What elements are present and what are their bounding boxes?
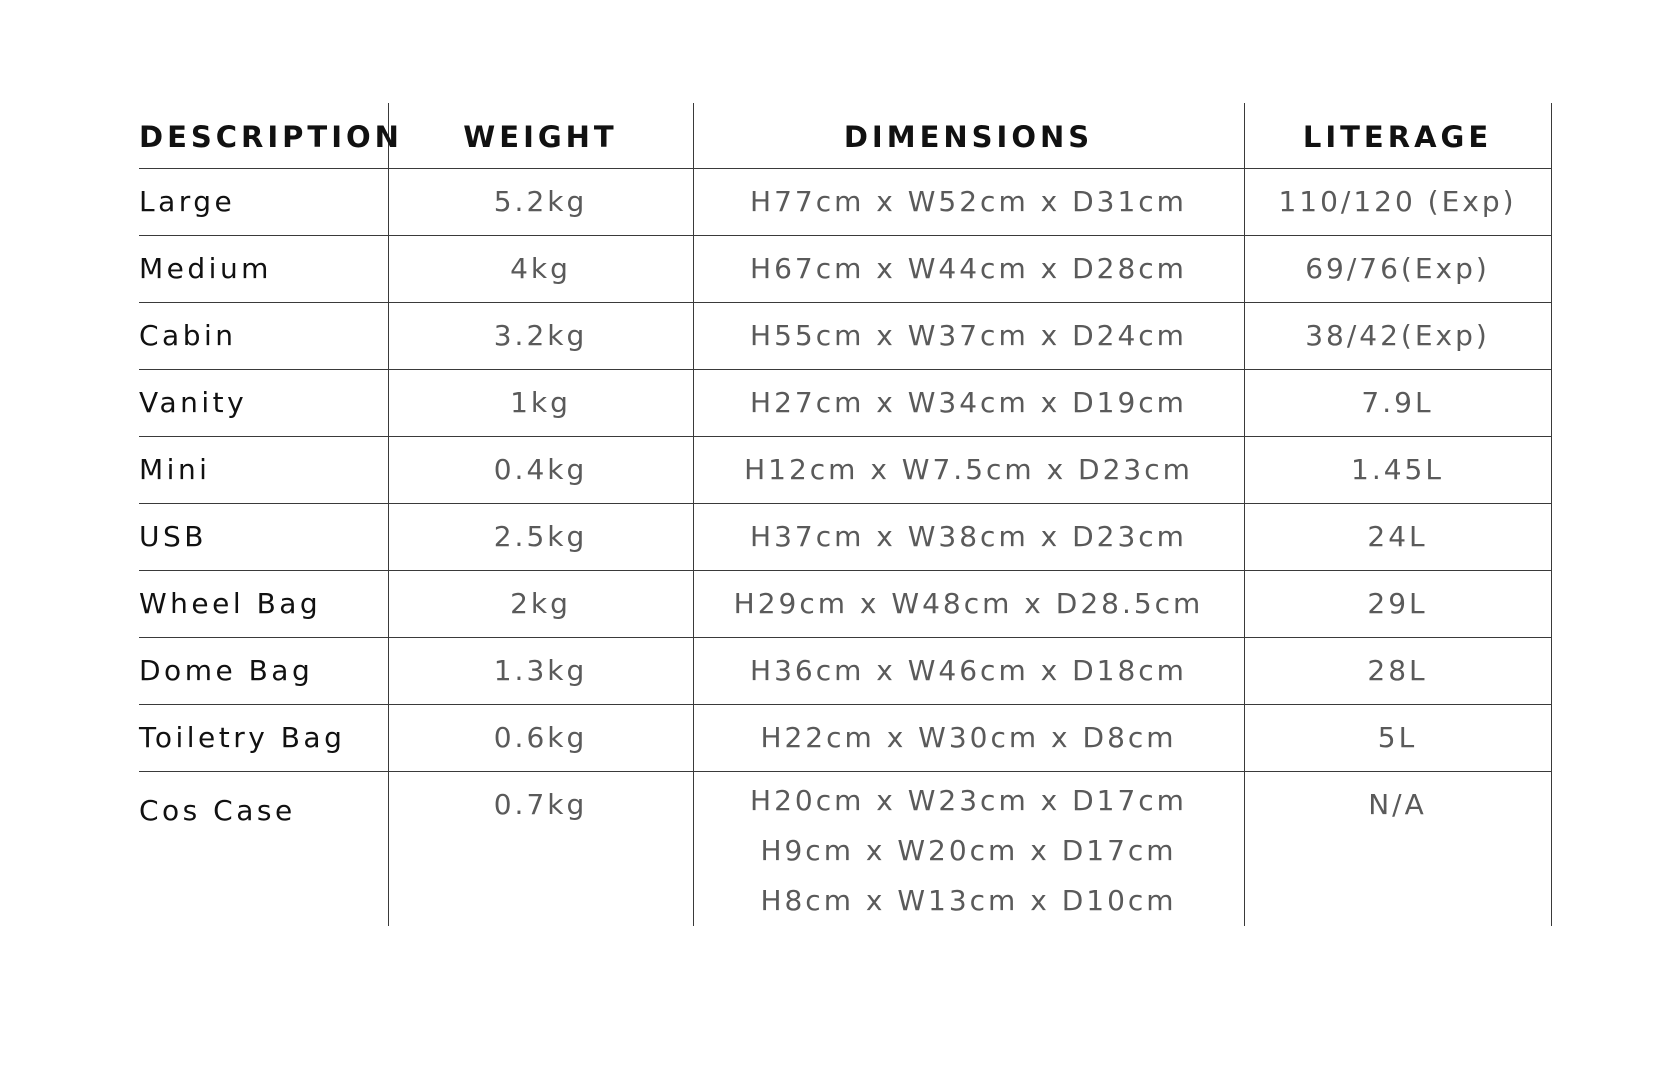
cell-weight: 1kg: [388, 369, 693, 436]
dimension-line: H9cm x W20cm x D17cm: [760, 833, 1177, 867]
cell-weight: 0.6kg: [388, 704, 693, 771]
cell-weight: 3.2kg: [388, 302, 693, 369]
cell-dimensions: H55cm x W37cm x D24cm: [693, 302, 1244, 369]
table-row: [139, 637, 1551, 704]
cell-literage: N/A: [1244, 771, 1551, 926]
cell-description: Vanity: [139, 369, 388, 436]
cell-dimensions: H29cm x W48cm x D28.5cm: [693, 570, 1244, 637]
cell-dimensions: H37cm x W38cm x D23cm: [693, 503, 1244, 570]
cell-literage: 24L: [1244, 503, 1551, 570]
cell-dimensions: H77cm x W52cm x D31cm: [693, 168, 1244, 235]
cell-literage: 1.45L: [1244, 436, 1551, 503]
cell-description: Toiletry Bag: [139, 704, 388, 771]
cell-literage: 5L: [1244, 704, 1551, 771]
table-row: [139, 704, 1551, 771]
cell-literage: 7.9L: [1244, 369, 1551, 436]
cell-dimensions: [693, 771, 1244, 926]
table-row: [139, 302, 1551, 369]
cell-description: Cabin: [139, 302, 388, 369]
table-body: [139, 168, 1551, 926]
cell-description: Cos Case: [139, 771, 388, 926]
cell-dimensions: H27cm x W34cm x D19cm: [693, 369, 1244, 436]
cell-description: Large: [139, 168, 388, 235]
cell-dimensions: H36cm x W46cm x D18cm: [693, 637, 1244, 704]
cell-description: Dome Bag: [139, 637, 388, 704]
header-row: [139, 103, 1551, 168]
cell-description: Mini: [139, 436, 388, 503]
cell-literage: 28L: [1244, 637, 1551, 704]
header-literage: LITERAGE: [1244, 103, 1551, 168]
cell-description: Medium: [139, 235, 388, 302]
cell-weight: 5.2kg: [388, 168, 693, 235]
cell-description: Wheel Bag: [139, 570, 388, 637]
cell-literage: 29L: [1244, 570, 1551, 637]
header-dimensions: DIMENSIONS: [693, 103, 1244, 168]
table-row: [139, 168, 1551, 235]
table-row: [139, 503, 1551, 570]
cell-dimensions: H12cm x W7.5cm x D23cm: [693, 436, 1244, 503]
cell-weight: 1.3kg: [388, 637, 693, 704]
table-header: [139, 103, 1551, 168]
spec-table: [139, 103, 1552, 926]
cell-weight: 0.4kg: [388, 436, 693, 503]
table-row: [139, 570, 1551, 637]
cell-description: USB: [139, 503, 388, 570]
dimension-line: H8cm x W13cm x D10cm: [760, 883, 1177, 917]
cell-literage: 110/120 (Exp): [1244, 168, 1551, 235]
dimension-line: H20cm x W23cm x D17cm: [750, 783, 1187, 817]
cell-literage: 38/42(Exp): [1244, 302, 1551, 369]
cell-dimensions: H67cm x W44cm x D28cm: [693, 235, 1244, 302]
header-description: DESCRIPTION: [139, 103, 388, 168]
cell-dimensions: H22cm x W30cm x D8cm: [693, 704, 1244, 771]
table-row: [139, 369, 1551, 436]
cell-literage: 69/76(Exp): [1244, 235, 1551, 302]
table-row: [139, 436, 1551, 503]
cell-weight: 4kg: [388, 235, 693, 302]
cell-weight: 2.5kg: [388, 503, 693, 570]
table-row: [139, 235, 1551, 302]
cell-weight: 0.7kg: [388, 771, 693, 926]
table-row-cos-case: [139, 771, 1551, 926]
cell-weight: 2kg: [388, 570, 693, 637]
header-weight: WEIGHT: [388, 103, 693, 168]
